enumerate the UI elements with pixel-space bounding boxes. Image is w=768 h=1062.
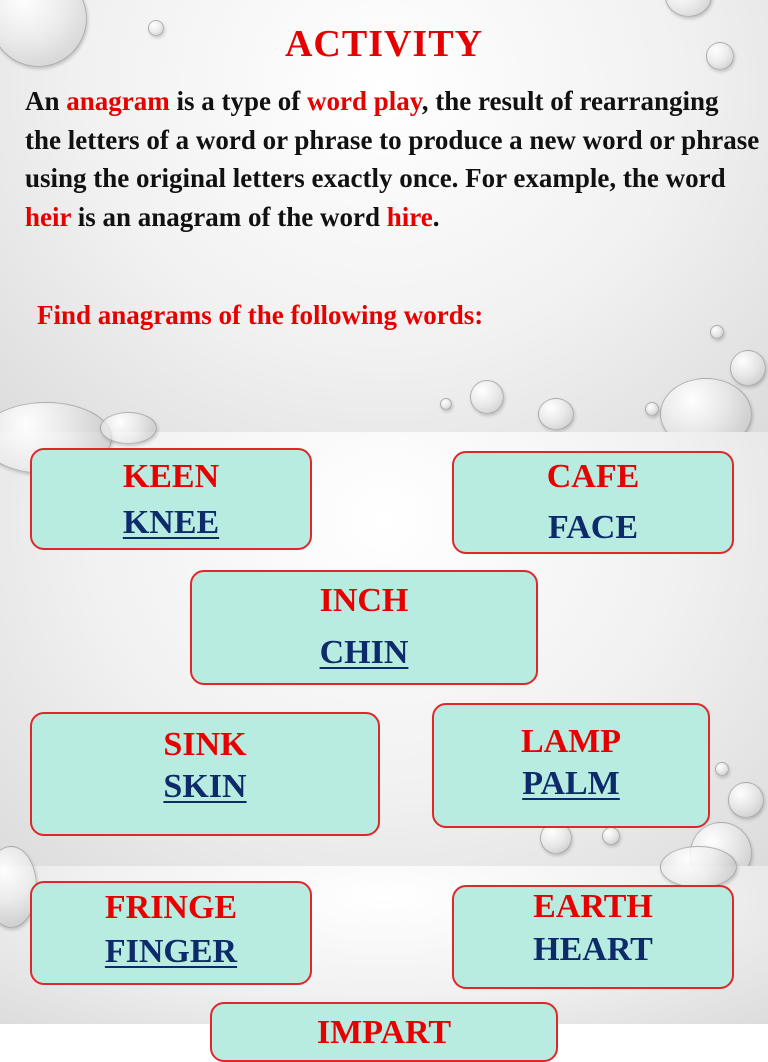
card-word: SINK [163,726,247,763]
term-word-play: word play [307,86,422,116]
water-droplet-icon [645,402,659,416]
example-hire: hire [386,201,433,232]
anagram-card-sink [30,712,380,836]
card-answer: HEART [533,931,653,968]
anagram-card-earth [452,885,734,989]
card-answer: FACE [547,509,639,546]
card-answer: CHIN [319,634,409,671]
anagram-card-inch [190,570,538,685]
slide-anagram-cards-2 [0,866,768,1051]
definition-text: is a type of [169,86,308,116]
card-answer: KNEE [122,504,220,541]
card-word: CAFE [546,458,640,495]
anagram-card-cafe [452,451,734,554]
definition-text: An [25,86,67,116]
anagram-definition [25,82,760,236]
card-word: IMPART [316,1014,452,1051]
water-droplet-icon [538,398,574,430]
water-droplet-icon [715,762,729,776]
definition-text: , the result of rearranging the letters of a word or phrase to produce a new word or phrase using the original letters exactly once. For example, the word [25,86,760,193]
term-anagram: anagram [66,86,170,116]
card-word: KEEN [122,458,220,495]
card-answer: PALM [522,765,620,802]
slide-activity-intro [0,0,768,432]
anagram-card-impart [210,1002,558,1062]
water-droplet-icon [602,827,620,845]
anagram-card-lamp [432,703,710,828]
anagram-card-fringe [30,881,312,985]
instruction-text: Find anagrams of the following words: [37,300,484,330]
card-word: LAMP [520,723,622,760]
card-word: EARTH [533,888,653,925]
definition-text: is an anagram of the word [71,201,387,232]
card-word: FRINGE [104,889,238,926]
slide-title: ACTIVITY [284,23,484,65]
card-answer: FINGER [104,933,238,970]
water-droplet-icon [440,398,452,410]
water-droplet-icon [730,350,766,386]
water-droplet-icon [660,846,737,888]
definition-text: . [432,201,440,232]
slide-anagram-cards-1 [0,432,768,866]
water-droplet-icon [710,325,724,339]
anagram-card-keen [30,448,312,550]
water-droplet-icon [470,380,504,414]
water-droplet-icon [728,782,764,818]
card-answer: SKIN [163,768,247,805]
card-word: INCH [319,582,409,619]
example-heir: heir [25,201,71,232]
water-droplet-icon [665,0,712,17]
water-droplet-icon [100,412,157,444]
